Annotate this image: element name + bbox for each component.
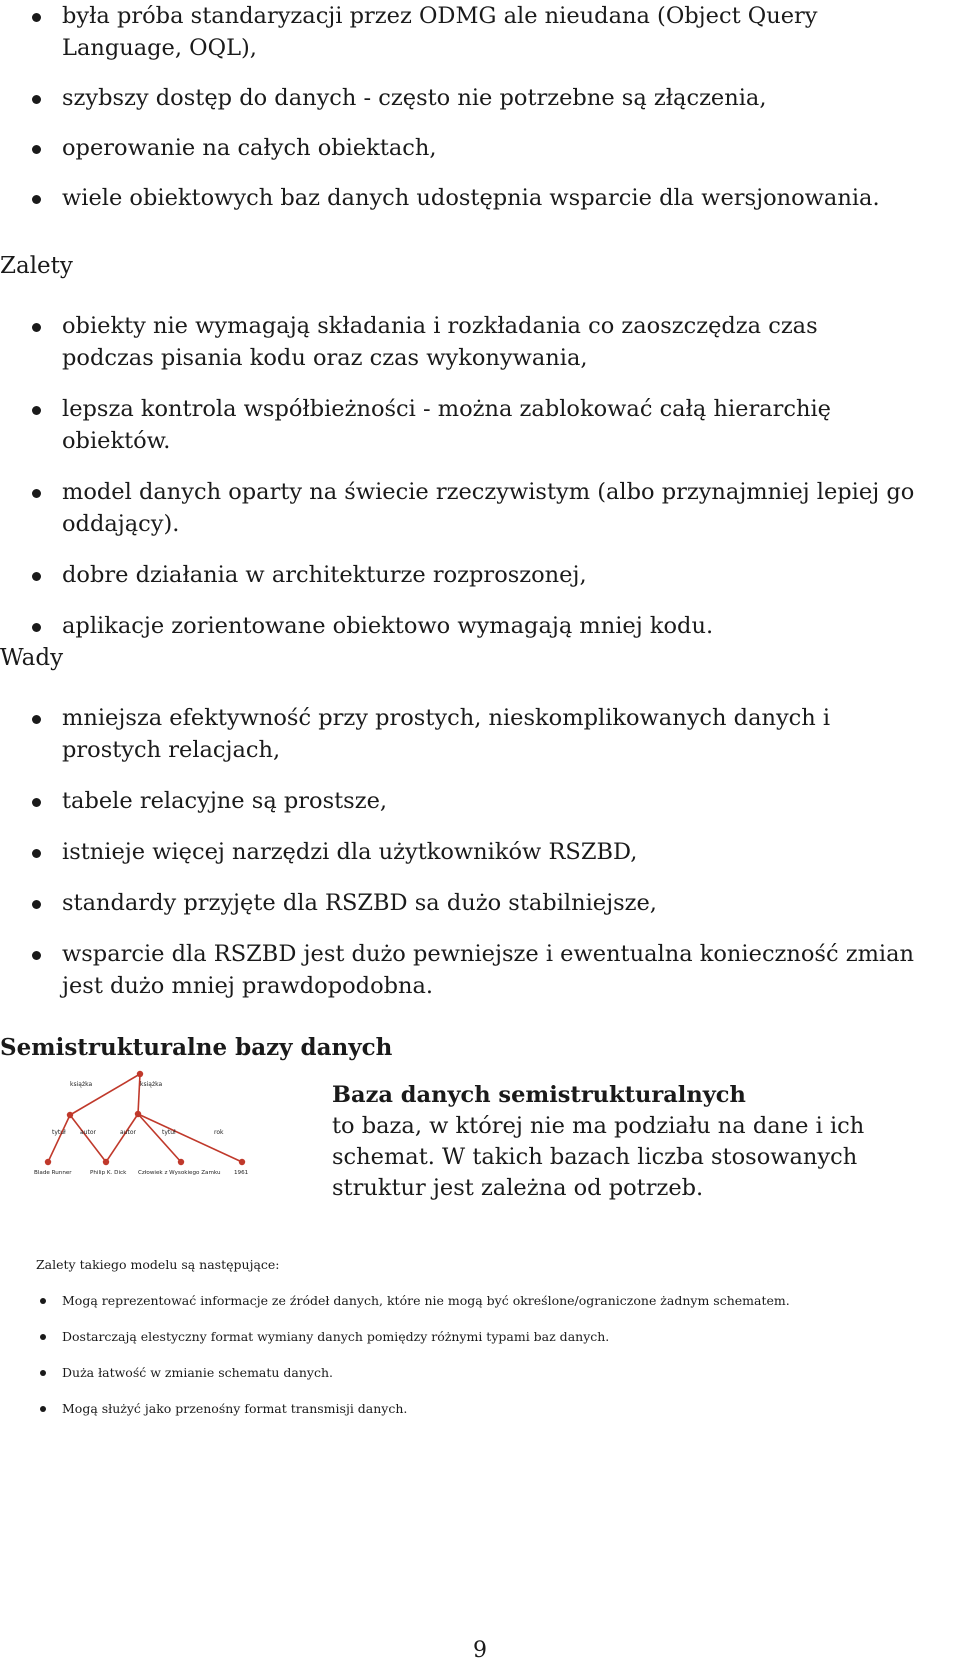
list-item: szybszy dostęp do danych - często nie potrzebne są złączenia, [0, 82, 915, 114]
tree-node [239, 1159, 245, 1165]
tree-node [178, 1159, 184, 1165]
edge-label: rok [214, 1129, 224, 1136]
tree-edge [138, 1074, 140, 1114]
tree-node [135, 1111, 141, 1117]
bullet-icon [32, 715, 41, 724]
tree-node [137, 1071, 143, 1077]
wady-heading: Wady [0, 645, 64, 671]
list-item: standardy przyjęte dla RSZBD sa dużo stabilniejsze, [0, 887, 915, 919]
leaf-value: Człowiek z Wysokiego Zamku [138, 1170, 221, 1176]
list-item: obiekty nie wymagają składania i rozkładania co zaoszczędza czas podczas pisania kodu oraz czas wykonywania, [0, 310, 915, 374]
bullet-icon [32, 951, 41, 960]
list-item: wiele obiektowych baz danych udostępnia wsparcie dla wersjonowania. [0, 182, 915, 214]
list-item: dobre działania w architekturze rozproszonej, [0, 559, 915, 591]
wady-list [0, 702, 915, 1021]
bullet-icon [32, 849, 41, 858]
list-item: Mogą reprezentować informacje ze źródeł danych, które nie mogą być określone/ograniczone żadnym schematem. [0, 1292, 940, 1310]
tree-edge [48, 1115, 70, 1162]
definition-title: Baza danych semistrukturalnych [332, 1082, 746, 1108]
bullet-icon [32, 195, 41, 204]
tree-edge [70, 1115, 106, 1162]
bullet-icon [32, 572, 41, 581]
list-item: aplikacje zorientowane obiektowo wymagają mniej kodu. [0, 610, 915, 642]
edge-label: książka [140, 1081, 163, 1088]
intro-bullet-list [0, 0, 915, 232]
list-item: Mogą służyć jako przenośny format transmisji danych. [0, 1400, 940, 1418]
leaf-value: 1961 [234, 1170, 249, 1176]
list-item: wsparcie dla RSZBD jest dużo pewniejsze i ewentualna konieczność zmian jest dużo mniej prawdopodobna. [0, 938, 915, 1002]
zalety-list [0, 310, 915, 661]
definition-block [332, 1080, 927, 1204]
bullet-icon [40, 1334, 46, 1340]
edge-label: autor [80, 1129, 96, 1136]
bullet-icon [32, 489, 41, 498]
bullet-icon [32, 406, 41, 415]
tree-node [103, 1159, 109, 1165]
bullet-icon [40, 1298, 46, 1304]
bullet-icon [40, 1370, 46, 1376]
bullet-icon [32, 900, 41, 909]
tree-edge [106, 1114, 138, 1162]
list-item: mniejsza efektywność przy prostych, nieskomplikowanych danych i prostych relacjach, [0, 702, 915, 766]
leaf-value: Philip K. Dick [90, 1170, 127, 1176]
list-item: istnieje więcej narzędzi dla użytkowników RSZBD, [0, 836, 915, 868]
leaf-value: Blade Runner [34, 1170, 72, 1176]
list-item: tabele relacyjne są prostsze, [0, 785, 915, 817]
list-item: Duża łatwość w zmianie schematu danych. [0, 1364, 940, 1382]
definition-text: to baza, w której nie ma podziału na dane i ich schemat. W takich bazach liczba stosowanych struktur jest zależna od potrzeb. [332, 1113, 865, 1201]
bullet-icon [40, 1406, 46, 1412]
bullet-icon [32, 623, 41, 632]
edge-label: tytuł [52, 1129, 66, 1136]
bullet-icon [32, 95, 41, 104]
bullet-icon [32, 13, 41, 22]
advantages-list [0, 1292, 940, 1436]
edge-label: książka [70, 1081, 93, 1088]
page-number: 9 [473, 1638, 487, 1663]
bullet-icon [32, 323, 41, 332]
tree-edge [138, 1114, 181, 1162]
list-item: lepsza kontrola współbieżności - można zablokować całą hierarchię obiektów. [0, 393, 915, 457]
bullet-icon [32, 798, 41, 807]
list-item: była próba standaryzacji przez ODMG ale nieudana (Object Query Language, OQL), [0, 0, 915, 64]
edge-label: tytuł [162, 1129, 176, 1136]
edge-label: autor [120, 1129, 136, 1136]
semistructured-tree-diagram [30, 1068, 275, 1178]
list-item: operowanie na całych obiektach, [0, 132, 915, 164]
advantages-intro: Zalety takiego modelu są następujące: [36, 1257, 280, 1272]
tree-node [45, 1159, 51, 1165]
tree-edge [138, 1114, 242, 1162]
list-item: Dostarczają elestyczny format wymiany danych pomiędzy różnymi typami baz danych. [0, 1328, 940, 1346]
tree-node [67, 1112, 73, 1118]
list-item: model danych oparty na świecie rzeczywistym (albo przynajmniej lepiej go oddający). [0, 476, 915, 540]
zalety-heading: Zalety [0, 253, 73, 279]
bullet-icon [32, 145, 41, 154]
section-title: Semistrukturalne bazy danych [0, 1034, 393, 1061]
